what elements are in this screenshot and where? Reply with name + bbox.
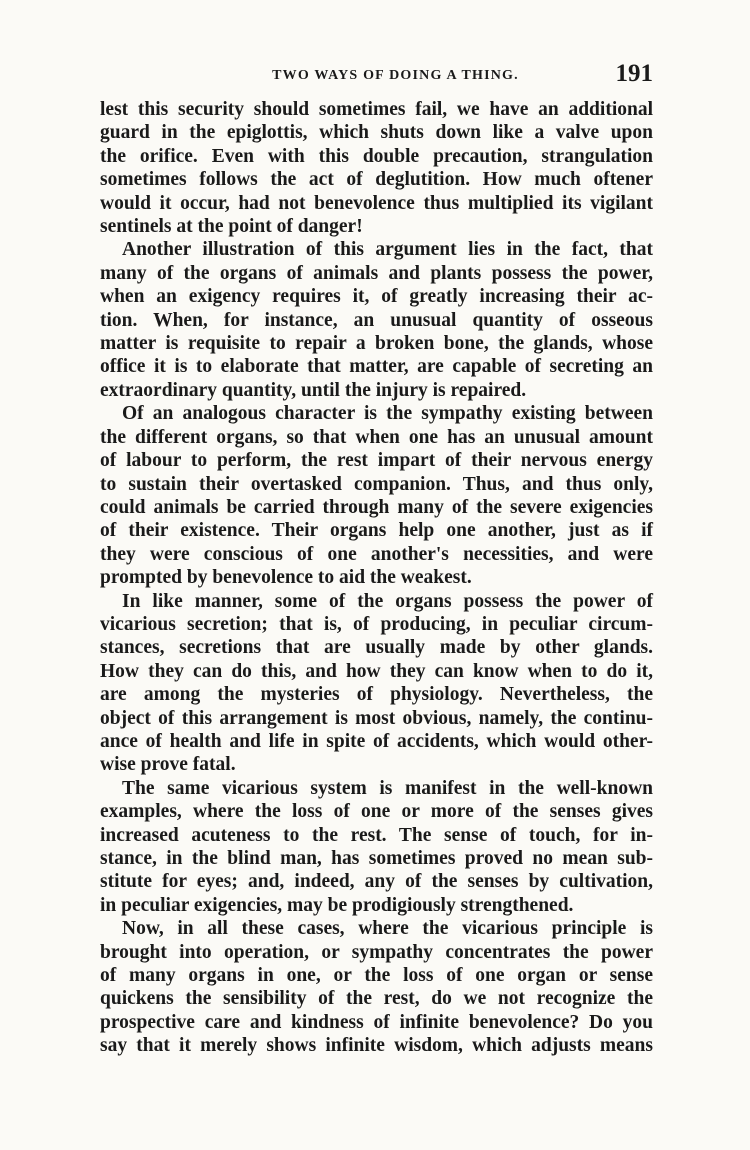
text-line: they were conscious of one another's necessities, and were [100, 543, 653, 565]
text-line: Another illustration of this argument lies in the fact, that [122, 239, 653, 261]
text-line: Now, in all these cases, where the vicarious principle is [122, 918, 653, 940]
paragraph-4 [100, 590, 653, 777]
text-line: office it is to elaborate that matter, are capable of secreting an [100, 356, 653, 378]
text-line: In like manner, some of the organs possess the power of [122, 590, 653, 612]
text-line: stitute for eyes; and, indeed, any of the senses by cultivation, [100, 871, 653, 893]
text-line: extraordinary quantity, until the injury is repaired. [100, 379, 527, 401]
text-line: would it occur, had not benevolence thus multiplied its vigilant [100, 192, 653, 214]
text-line: matter is requisite to repair a broken bone, the glands, whose [100, 333, 653, 355]
text-line: quickens the sensibility of the rest, do we not recognize the [100, 988, 653, 1010]
text-line: of labour to perform, the rest impart of their nervous energy [100, 450, 653, 472]
text-line: sentinels at the point of danger! [100, 216, 363, 238]
text-line: vicarious secretion; that is, of producing, in peculiar circum- [100, 613, 653, 635]
text-line: guard in the epiglottis, which shuts down like a valve upon [100, 122, 653, 144]
text-line: when an exigency requires it, of greatly increasing their ac- [100, 286, 653, 308]
text-line: of many organs in one, or the loss of one organ or sense [100, 965, 653, 987]
text-line: the orifice. Even with this double precaution, strangulation [100, 145, 653, 167]
text-line: the different organs, so that when one has an unusual amount [100, 426, 653, 448]
text-line: object of this arrangement is most obvious, namely, the continu- [100, 707, 653, 729]
paragraph-2 [100, 238, 653, 402]
running-title: TWO WAYS OF DOING A THING. [272, 68, 519, 83]
text-line: are among the mysteries of physiology. Nevertheless, the [100, 684, 653, 706]
text-line: Of an analogous character is the sympathy existing between [122, 403, 653, 425]
text-line: prospective care and kindness of infinite benevolence? Do you [100, 1011, 653, 1033]
paragraph-3 [100, 402, 653, 589]
text-line: wise prove fatal. [100, 754, 236, 776]
paragraph-6 [100, 917, 653, 1057]
page-body [100, 98, 653, 1058]
text-line: say that it merely shows infinite wisdom, which adjusts means [100, 1035, 653, 1057]
text-line: lest this security should sometimes fail, we have an additional [100, 99, 653, 120]
paragraph-5 [100, 777, 653, 917]
text-line: many of the organs of animals and plants possess the power, [100, 262, 653, 284]
text-line: stance, in the blind man, has sometimes proved no mean sub- [100, 848, 653, 869]
text-line: tion. When, for instance, an unusual quantity of osseous [100, 309, 653, 331]
text-line: stances, secretions that are usually made by other glands. [100, 637, 653, 659]
text-line: examples, where the loss of one or more of the senses gives [100, 801, 653, 823]
text-line: could animals be carried through many of the severe exigencies [100, 496, 653, 518]
text-line: ance of health and life in spite of accidents, which would other- [100, 730, 653, 752]
text-line: brought into operation, or sympathy concentrates the power [100, 941, 653, 963]
text-line: of their existence. Their organs help one another, just as if [100, 520, 653, 542]
text-line: increased acuteness to the rest. The sense of touch, for in- [100, 824, 653, 846]
text-line: prompted by benevolence to aid the weakest. [100, 567, 472, 589]
paragraph-1 [100, 98, 653, 238]
page-header [100, 62, 653, 88]
text-line: The same vicarious system is manifest in the well-known [122, 777, 653, 799]
text-line: How they can do this, and how they can know when to do it, [100, 660, 653, 682]
text-line: to sustain their overtasked companion. Thus, and thus only, [100, 473, 653, 495]
text-line: sometimes follows the act of deglutition. How much oftener [100, 169, 653, 191]
page-number: 191 [615, 60, 653, 87]
text-line: in peculiar exigencies, may be prodigiously strengthened. [100, 894, 574, 916]
